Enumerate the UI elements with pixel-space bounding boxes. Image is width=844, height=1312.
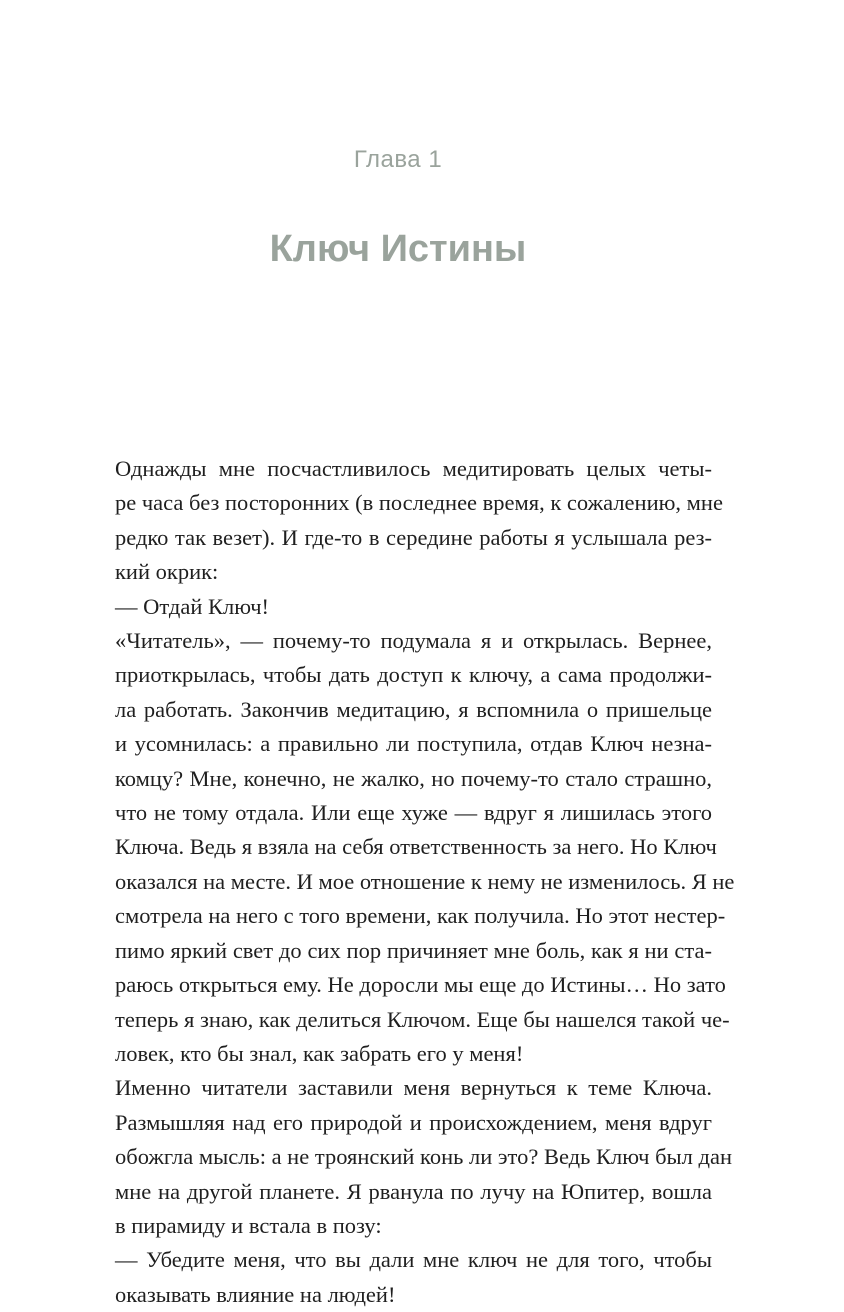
text-line: ре часа без посторонних (в последнее время, к сожалению, мне xyxy=(115,490,723,516)
text-line: ла работать. Закончив медитацию, я вспомнила о пришельце xyxy=(115,696,712,722)
chapter-number: Глава 1 xyxy=(353,146,443,173)
text-line: обожгла мысль: а не троянский конь ли это? Ведь Ключ был дан xyxy=(115,1144,732,1170)
paragraph xyxy=(115,452,723,590)
text-line: теперь я знаю, как делиться Ключом. Еще бы нашелся такой че- xyxy=(115,1006,730,1032)
text-line: пимо яркий свет до сих пор причиняет мне боль, как я ни ста- xyxy=(115,937,712,963)
text-line: Именно читатели заставили меня вернуться к теме Ключа. xyxy=(115,1075,712,1101)
paragraph xyxy=(115,1071,732,1243)
text-line: и усомнилась: а правильно ли поступила, отдав Ключ незна- xyxy=(115,731,712,757)
text-line: раюсь открыться ему. Не доросли мы еще до Истины… Но зато xyxy=(115,972,726,998)
text-line: оказывать влияние на людей! xyxy=(115,1281,396,1307)
text-line: «Читатель», — почему-то подумала я и открылась. Вернее, xyxy=(115,628,712,654)
text-line: оказался на месте. И мое отношение к нему не изменилось. Я не xyxy=(115,868,735,894)
chapter-body xyxy=(115,452,735,1312)
paragraph xyxy=(115,590,712,624)
text-line: смотрела на него с того времени, как получила. Но этот нестер- xyxy=(115,903,726,929)
text-line: комцу? Мне, конечно, не жалко, но почему-то стало страшно, xyxy=(115,765,712,791)
text-line: редко так везет). И где-то в середине работы я услышала рез- xyxy=(115,524,712,550)
text-line: Ключа. Ведь я взяла на себя ответственность за него. Но Ключ xyxy=(115,834,717,860)
paragraph xyxy=(115,624,735,1071)
text-line: что не тому отдала. Или еще хуже — вдруг я лишилась этого xyxy=(115,800,712,826)
text-line: в пирамиду и встала в позу: xyxy=(115,1212,382,1238)
text-line: Размышляя над его природой и происхождением, меня вдруг xyxy=(115,1109,712,1135)
text-line: мне на другой планете. Я рванула по лучу на Юпитер, вошла xyxy=(115,1178,712,1204)
text-line: приоткрылась, чтобы дать доступ к ключу, а сама продолжи- xyxy=(115,662,712,688)
paragraph xyxy=(115,1243,712,1312)
text-line: — Отдай Ключ! xyxy=(115,593,270,619)
text-line: — Убедите меня, что вы дали мне ключ не для того, чтобы xyxy=(115,1247,712,1273)
text-line: Однажды мне посчастливилось медитировать целых четы- xyxy=(115,456,712,481)
text-line: ловек, кто бы знал, как забрать его у меня! xyxy=(115,1040,524,1066)
text-line: кий окрик: xyxy=(115,559,219,585)
chapter-title: Ключ Истины xyxy=(269,228,527,270)
